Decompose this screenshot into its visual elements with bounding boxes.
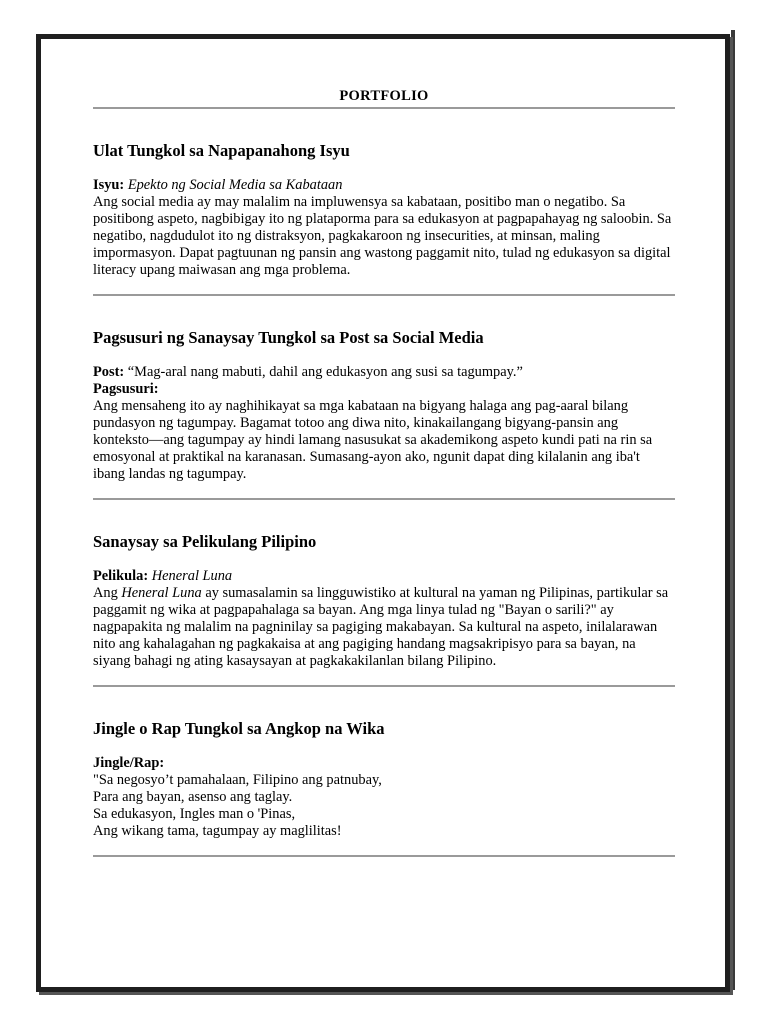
section-divider [93,685,675,687]
post-label: Post: [93,364,125,380]
title-divider [93,107,675,109]
jingle-line: Ang wikang tama, tagumpay ay maglilitas! [93,823,342,839]
film-body-title: Heneral Luna [121,585,202,601]
document-title: PORTFOLIO [339,88,429,104]
analysis-label: Pagsusuri: [93,381,159,397]
section-divider [93,294,675,296]
document-page [93,88,675,857]
section-heading: Jingle o Rap Tungkol sa Angkop na Wika [93,719,385,738]
film-line [93,568,675,585]
jingle-line: "Sa negosyo’t pamahalaan, Filipino ang patnubay, [93,772,382,788]
issue-line [93,177,675,194]
analysis-body: Ang mensaheng ito ay naghihikayat sa mga kabataan na bigyang halaga ang pag-aaral bilang pundasyon ng tagumpay. Bagamat totoo ang diwa nito, kinakailangang bigyang-pansin ang konteksto—ang tagumpay ay hindi lamang nasusukat sa akademikong aspeto kundi pati na rin sa emosyonal at praktikal na karanasan. Sumasang-ayon ako, ngunit dapat ding kilalanin ang iba't ibang landas ng tagumpay. [93,398,653,482]
jingle-label: Jingle/Rap: [93,755,165,771]
film-value: Heneral Luna [151,568,233,584]
section-divider [93,498,675,500]
section-post-analysis [93,328,675,500]
issue-value: Epekto ng Social Media sa Kabataan [127,177,343,193]
section-jingle-rap [93,719,675,857]
section-heading: Sanaysay sa Pelikulang Pilipino [93,532,317,551]
film-body-prefix: Ang [93,585,122,601]
section-divider [93,855,675,857]
film-body-text: ay sumasalamin sa lingguwistiko at kultural na yaman ng Pilipinas, partikular sa paggamit ng wika at pagpapahalaga sa bayan. Ang mga linya tulad ng "Bayan o sarili?" ay nagpapakita ng malalim na pagninilay sa pagiging makabayan. Sa kultural na aspeto, inilalarawan nito ang kahalagahan ng pagkakaisa at ang pagiging handang magsakripisyo para sa bayan, na siyang bahagi ng ating kasaysayan at pagkakakilanlan bilang Pilipino. [93,585,669,669]
jingle-line: Sa edukasyon, Ingles man o 'Pinas, [93,806,296,822]
post-line [93,364,675,381]
jingle-line: Para ang bayan, asenso ang taglay. [93,789,293,805]
issue-body: Ang social media ay may malalim na impluwensya sa kabataan, positibo man o negatibo. Sa positibong aspeto, nagbibigay ito ng plataporma para sa edukasyon at pagpapahayag ng saloobin. Sa negatibo, nagdudulot ito ng distraksyon, pagkakaroon ng insecurities, at minsan, maling impormasyon. Dapat pagtuunan ng pansin ang wastong paggamit nito, tulad ng edukasyon sa digital literacy upang maiwasan ang mga problema. [93,194,672,278]
film-label: Pelikula: [93,568,149,584]
section-filipino-film-essay [93,532,675,687]
issue-label: Isyu: [93,177,125,193]
section-body [93,364,675,483]
section-current-issue-report [93,141,675,296]
film-body [93,585,675,670]
section-body [93,755,675,840]
section-body [93,568,675,670]
page-edge-shadow [731,30,735,990]
post-value: “Mag-aral nang mabuti, dahil ang edukasyon ang susi sa tagumpay.” [127,364,523,380]
section-heading: Ulat Tungkol sa Napapanahong Isyu [93,141,350,160]
section-body [93,177,675,279]
section-heading: Pagsusuri ng Sanaysay Tungkol sa Post sa Social Media [93,328,484,347]
